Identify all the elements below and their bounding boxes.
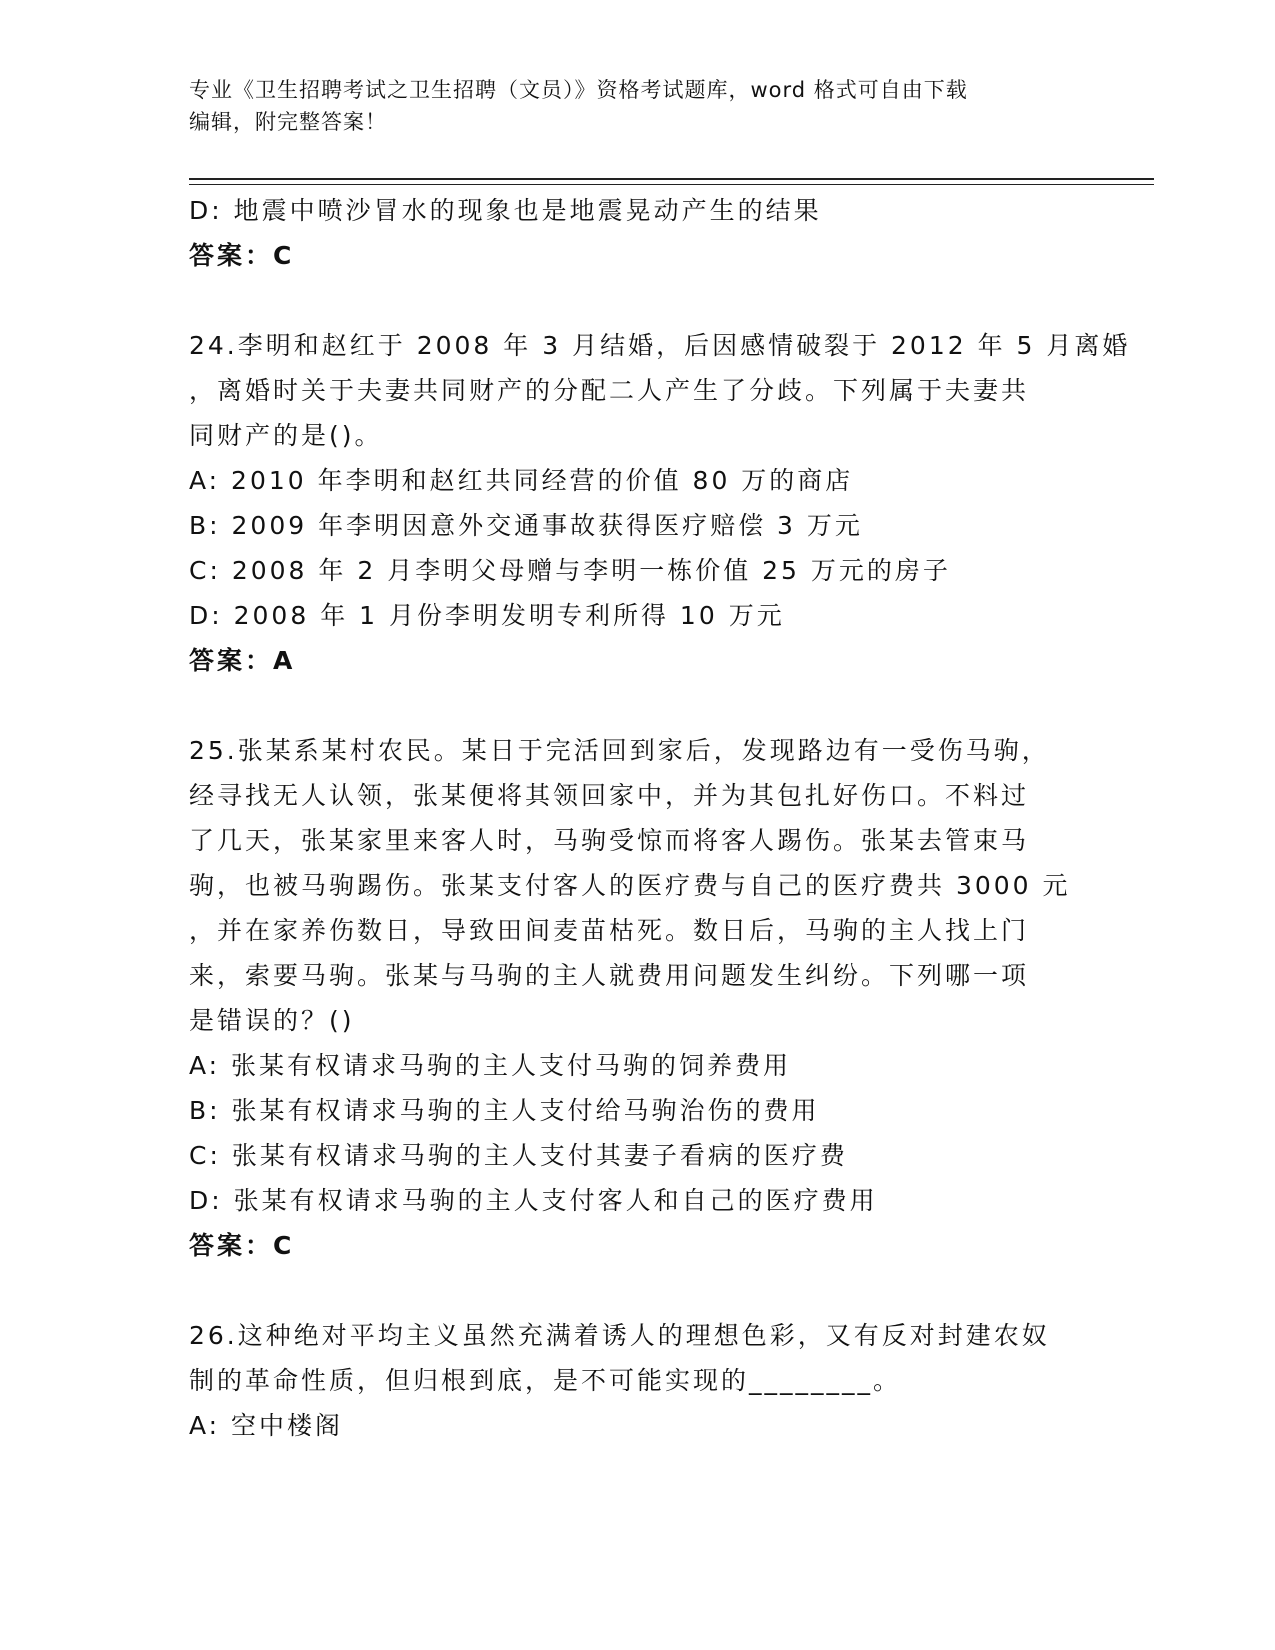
question-stem-line: ，并在家养伤数日，导致田间麦苗枯死。数日后，马驹的主人找上门 [189, 916, 1030, 945]
question-26 [189, 1313, 1089, 1448]
question-23 [189, 188, 1089, 278]
question-stem-line: 来，索要马驹。张某与马驹的主人就费用问题发生纠纷。下列哪一项 [189, 961, 1030, 990]
question-stem-line: 25.张某系某村农民。某日于完活回到家后，发现路边有一受伤马驹， [189, 736, 1050, 765]
question-stem-line: 26.这种绝对平均主义虽然充满着诱人的理想色彩，又有反对封建农奴 [189, 1321, 1050, 1350]
question-24 [189, 323, 1131, 683]
option-a: A: 2010 年李明和赵红共同经营的价值 80 万的商店 [189, 466, 854, 495]
spacer [189, 278, 1089, 323]
header-line-1: 专业《卫生招聘考试之卫生招聘（文员）》资格考试题库，word 格式可自由下载 [189, 78, 968, 102]
question-stem-line: 同财产的是()。 [189, 421, 383, 450]
spacer [189, 683, 1089, 728]
option-b: B: 张某有权请求马驹的主人支付给马驹治伤的费用 [189, 1096, 820, 1125]
question-stem-line: 是错误的？() [189, 1006, 355, 1035]
option-d: D: 张某有权请求马驹的主人支付客人和自己的医疗费用 [189, 1186, 878, 1215]
option-d: D: 2008 年 1 月份李明发明专利所得 10 万元 [189, 601, 785, 630]
option-b: B: 2009 年李明因意外交通事故获得医疗赔偿 3 万元 [189, 511, 863, 540]
question-stem-line: 了几天，张某家里来客人时，马驹受惊而将客人踢伤。张某去管束马 [189, 826, 1030, 855]
option-c: C: 张某有权请求马驹的主人支付其妻子看病的医疗费 [189, 1141, 848, 1170]
answer: 答案：C [189, 1231, 295, 1260]
option-d: D: 地震中喷沙冒水的现象也是地震晃动产生的结果 [189, 196, 822, 225]
header-rule-thick [189, 178, 1154, 180]
option-a: A: 空中楼阁 [189, 1411, 344, 1440]
question-stem-line: 驹，也被马驹踢伤。张某支付客人的医疗费与自己的医疗费共 3000 元 [189, 871, 1071, 900]
question-stem-line: 经寻找无人认领，张某便将其领回家中，并为其包扎好伤口。不料过 [189, 781, 1030, 810]
question-25 [189, 728, 1089, 1268]
option-c: C: 2008 年 2 月李明父母赠与李明一栋价值 25 万元的房子 [189, 556, 951, 585]
option-a: A: 张某有权请求马驹的主人支付马驹的饲养费用 [189, 1051, 792, 1080]
header-rule-thin [189, 184, 1154, 185]
question-stem-line: 制的革命性质，但归根到底，是不可能实现的________。 [189, 1366, 902, 1395]
answer: 答案：A [189, 646, 296, 675]
question-stem-line: ，离婚时关于夫妻共同财产的分配二人产生了分歧。下列属于夫妻共 [189, 376, 1030, 405]
header-line-2: 编辑，附完整答案！ [189, 110, 387, 134]
spacer [189, 1268, 1089, 1313]
document-body [189, 188, 1131, 1448]
document-header [189, 74, 1089, 138]
answer: 答案：C [189, 241, 295, 270]
question-stem-line: 24.李明和赵红于 2008 年 3 月结婚，后因感情破裂于 2012 年 5 月离婚 [189, 331, 1131, 360]
